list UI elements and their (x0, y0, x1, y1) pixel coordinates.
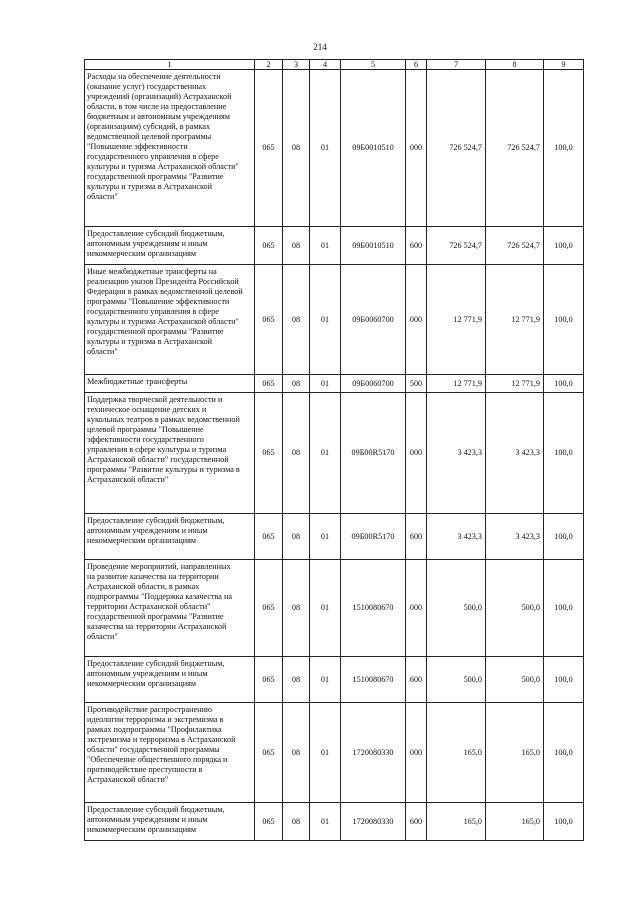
cell-code-5: 1510080670 (341, 657, 406, 703)
cell-code-4: 01 (310, 70, 341, 227)
cell-code-3: 08 (283, 803, 310, 841)
cell-value-8: 3 423,3 (486, 514, 544, 560)
cell-code-2: 065 (255, 560, 283, 657)
cell-value-9: 100,0 (544, 514, 584, 560)
cell-value-7: 3 423,3 (427, 514, 486, 560)
cell-code-2: 065 (255, 265, 283, 375)
column-header: 6 (406, 60, 427, 70)
cell-value-7: 3 423,3 (427, 393, 486, 514)
cell-code-3: 08 (283, 375, 310, 393)
column-header: 4 (310, 60, 341, 70)
table-row (85, 375, 584, 393)
cell-value-8: 500,0 (486, 560, 544, 657)
cell-code-2: 065 (255, 70, 283, 227)
cell-code-3: 08 (283, 227, 310, 265)
page-number: 214 (313, 42, 327, 52)
cell-value-7: 500,0 (427, 657, 486, 703)
cell-code-6: 600 (406, 657, 427, 703)
cell-value-8: 726 524,7 (486, 227, 544, 265)
cell-code-3: 08 (283, 657, 310, 703)
cell-value-8: 165,0 (486, 703, 544, 803)
cell-value-9: 100,0 (544, 657, 584, 703)
row-description: Межбюджетные трансферты (85, 375, 255, 393)
cell-code-3: 08 (283, 393, 310, 514)
cell-code-3: 08 (283, 514, 310, 560)
cell-code-3: 08 (283, 703, 310, 803)
cell-code-2: 065 (255, 657, 283, 703)
cell-code-6: 000 (406, 560, 427, 657)
cell-code-2: 065 (255, 393, 283, 514)
table-row (85, 803, 584, 841)
cell-value-7: 12 771,9 (427, 375, 486, 393)
cell-value-9: 100,0 (544, 227, 584, 265)
row-description: Предоставление субсидий бюджетным, автономным учреждениям и иным некоммерческим организациям (85, 514, 255, 560)
budget-table (84, 59, 584, 841)
table-row (85, 393, 584, 514)
cell-code-5: 09Б0010510 (341, 70, 406, 227)
cell-code-5: 09Б00R5170 (341, 393, 406, 514)
cell-code-2: 065 (255, 703, 283, 803)
cell-code-3: 08 (283, 560, 310, 657)
cell-value-7: 12 771,9 (427, 265, 486, 375)
cell-code-6: 000 (406, 703, 427, 803)
cell-value-9: 100,0 (544, 70, 584, 227)
cell-value-7: 726 524,7 (427, 227, 486, 265)
header-row (85, 60, 584, 70)
cell-code-6: 600 (406, 227, 427, 265)
column-header: 8 (486, 60, 544, 70)
cell-code-5: 09Б0060700 (341, 375, 406, 393)
cell-code-2: 065 (255, 514, 283, 560)
row-description: Поддержка творческой деятельности и техническое оснащение детских и кукольных театров в рамках ведомственной целевой программы "Повышение эффективности государственного управления в сфере культуры и туризма Астраханской области" государственной программы "Развитие культуры и туризма в Астраханской области" (85, 393, 255, 514)
column-header: 3 (283, 60, 310, 70)
column-header: 2 (255, 60, 283, 70)
cell-value-8: 726 524,7 (486, 70, 544, 227)
row-description: Расходы на обеспечение деятельности (оказание услуг) государственных учреждений (организаций) Астраханской области, в том числе на предоставление бюджетным и автономным учреждениям (организациям) субсидий, в рамках ведомственной целевой программы "Повышение эффективности государственного управления в сфере культуры и туризма Астраханской области" государственной программы "Развитие культуры и туризма в Астраханской области" (85, 70, 255, 227)
cell-code-5: 09Б0010510 (341, 227, 406, 265)
cell-code-3: 08 (283, 265, 310, 375)
cell-value-9: 100,0 (544, 265, 584, 375)
cell-code-4: 01 (310, 227, 341, 265)
cell-code-4: 01 (310, 393, 341, 514)
cell-code-5: 09Б00R5170 (341, 514, 406, 560)
column-header: 1 (85, 60, 255, 70)
row-description: Иные межбюджетные трансферты на реализацию указов Президента Российской Федерации в рамках ведомственной целевой программы "Повышение эффективности государственного управления в сфере культуры и туризма Астраханской области" государственной программы "Развитие культуры и туризма в Астраханской области" (85, 265, 255, 375)
column-header: 9 (544, 60, 584, 70)
cell-code-2: 065 (255, 375, 283, 393)
cell-code-5: 09Б0060700 (341, 265, 406, 375)
table-row (85, 657, 584, 703)
cell-value-7: 165,0 (427, 803, 486, 841)
table-row (85, 70, 584, 227)
cell-value-8: 165,0 (486, 803, 544, 841)
cell-code-4: 01 (310, 514, 341, 560)
cell-value-7: 165,0 (427, 703, 486, 803)
cell-value-9: 100,0 (544, 375, 584, 393)
cell-code-4: 01 (310, 657, 341, 703)
row-description: Противодействие распространению идеологии терроризма и экстремизма в рамках подпрограммы "Профилактика экстремизма и терроризма в Астраханской области" государственной программы "Обеспечение общественного порядка и противодействие преступности в Астраханской области" (85, 703, 255, 803)
table-row (85, 560, 584, 657)
cell-code-4: 01 (310, 265, 341, 375)
cell-value-9: 100,0 (544, 560, 584, 657)
table-row (85, 265, 584, 375)
cell-value-9: 100,0 (544, 393, 584, 514)
row-description: Предоставление субсидий бюджетным, автономным учреждениям и иным некоммерческим организациям (85, 657, 255, 703)
column-header: 7 (427, 60, 486, 70)
cell-value-9: 100,0 (544, 803, 584, 841)
row-description: Проведение мероприятий, направленных на развитие казачества на территории Астраханской области, в рамках подпрограммы "Поддержка казачества на территории Астраханской области" государственной программы "Развитие казачества на территории Астраханской области" (85, 560, 255, 657)
cell-code-2: 065 (255, 803, 283, 841)
cell-code-5: 1510080670 (341, 560, 406, 657)
cell-code-5: 1720080330 (341, 703, 406, 803)
cell-code-6: 500 (406, 375, 427, 393)
cell-value-7: 726 524,7 (427, 70, 486, 227)
cell-code-2: 065 (255, 227, 283, 265)
cell-code-6: 000 (406, 70, 427, 227)
cell-value-9: 100,0 (544, 703, 584, 803)
cell-value-7: 500,0 (427, 560, 486, 657)
cell-code-4: 01 (310, 560, 341, 657)
column-header: 5 (341, 60, 406, 70)
cell-code-6: 600 (406, 803, 427, 841)
cell-value-8: 3 423,3 (486, 393, 544, 514)
cell-value-8: 12 771,9 (486, 375, 544, 393)
cell-code-3: 08 (283, 70, 310, 227)
row-description: Предоставление субсидий бюджетным, автономным учреждениям и иным некоммерческим организациям (85, 227, 255, 265)
table-row (85, 514, 584, 560)
cell-code-4: 01 (310, 375, 341, 393)
cell-value-8: 12 771,9 (486, 265, 544, 375)
table-row (85, 703, 584, 803)
cell-code-4: 01 (310, 803, 341, 841)
table-row (85, 227, 584, 265)
cell-code-6: 000 (406, 265, 427, 375)
cell-code-5: 1720080330 (341, 803, 406, 841)
cell-code-6: 000 (406, 393, 427, 514)
cell-value-8: 500,0 (486, 657, 544, 703)
cell-code-4: 01 (310, 703, 341, 803)
row-description: Предоставление субсидий бюджетным, автономным учреждениям и иным некоммерческим организациям (85, 803, 255, 841)
cell-code-6: 600 (406, 514, 427, 560)
